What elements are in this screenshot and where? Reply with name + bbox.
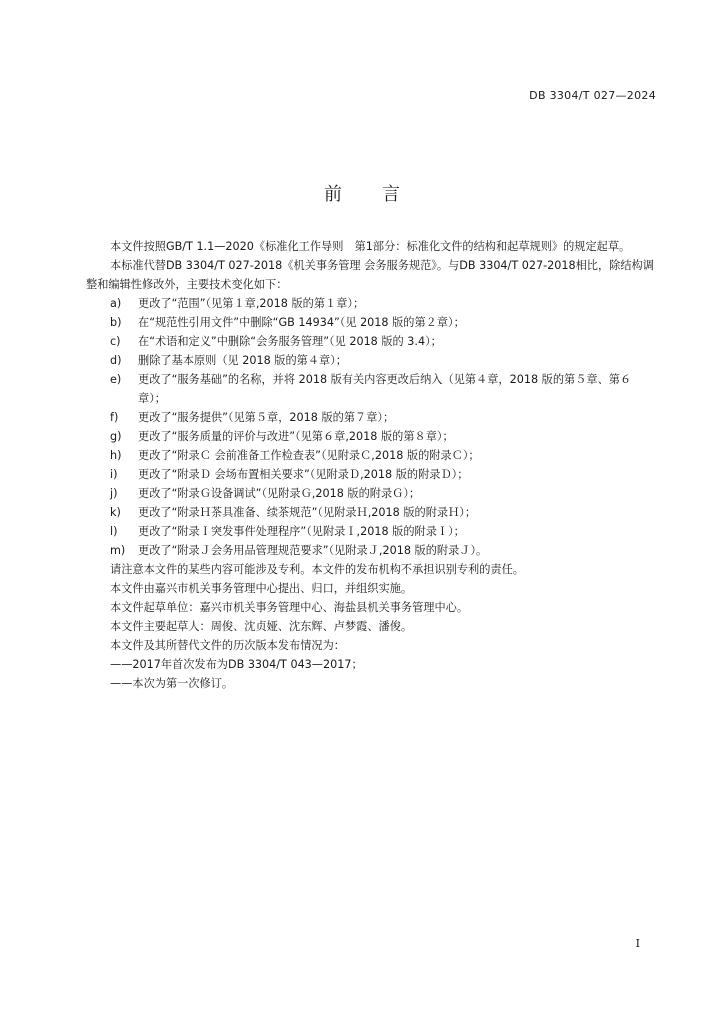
list-marker: j) [110, 487, 118, 500]
list-item [86, 332, 658, 351]
list-text: 更改了“附录Ｊ会务用品管理规范要求”（见附录Ｊ,2018 版的附录Ｊ）。 [138, 544, 488, 557]
paragraph-drafting-basis: 本文件按照GB/T 1.1—2020《标准化工作导则 第1部分：标准化文件的结构和起草规则》的规定起草。 [110, 240, 631, 253]
paragraph-replacement: 本标准代替DB 3304/T 027-2018《机关事务管理 会务服务规范》。与DB 3304/T 027-2018相比，除结构调整和编辑性修改外，主要技术变化如下： [86, 259, 654, 291]
list-text: 更改了“附录Ｄ 会场布置相关要求”（见附录Ｄ,2018 版的附录Ｄ）； [138, 468, 469, 481]
list-text: 更改了“附录Ｉ突发事件处理程序”（见附录Ｉ,2018 版的附录Ｉ）； [138, 525, 465, 538]
list-item [86, 313, 658, 332]
list-text: 在“规范性引用文件”中删除“GB 14934”（见 2018 版的第２章）； [138, 316, 465, 329]
list-item [86, 541, 658, 560]
paragraph-proposer: 本文件由嘉兴市机关事务管理中心提出、归口，并组织实施。 [110, 582, 413, 595]
list-item [86, 294, 658, 313]
list-text: 更改了“服务提供”（见第５章，2018 版的第７章）； [138, 411, 395, 424]
list-text: 更改了“范围”（见第１章,2018 版的第１章）； [138, 297, 365, 310]
paragraph-patent-notice: 请注意本文件的某些内容可能涉及专利。本文件的发布机构不承担识别专利的责任。 [110, 563, 524, 576]
list-marker: b) [110, 316, 122, 329]
document-body [86, 237, 658, 693]
list-item [86, 484, 658, 503]
list-text: 更改了“附录Ｈ茶具准备、续茶规范”（见附录Ｈ,2018 版的附录Ｈ）； [138, 506, 477, 519]
list-marker: e) [110, 373, 122, 386]
list-text: 更改了“附录Ｃ 会前准备工作检查表”（见附录Ｃ,2018 版的附录Ｃ）； [138, 449, 480, 462]
list-item [86, 408, 658, 427]
paragraph-history-second: ——本次为第一次修订。 [110, 677, 234, 690]
list-marker: a) [110, 297, 122, 310]
paragraph-drafting-units: 本文件起草单位：嘉兴市机关事务管理中心、海盐县机关事务管理中心。 [110, 601, 469, 614]
list-text: 在“术语和定义”中删除“会务服务管理”（见 2018 版的 3.4）； [138, 335, 442, 348]
list-text: 更改了“附录Ｇ设备调试”（见附录Ｇ,2018 版的附录Ｇ）； [138, 487, 421, 500]
list-item [86, 446, 658, 465]
list-marker: h) [110, 449, 122, 462]
list-item [86, 503, 658, 522]
list-marker: d) [110, 354, 122, 367]
list-marker: k) [110, 506, 121, 519]
list-item [86, 522, 658, 541]
paragraph-drafters: 本文件主要起草人：周俊、沈贞娅、沈东辉、卢梦霞、潘俊。 [110, 620, 413, 633]
list-marker: m) [110, 544, 126, 557]
list-item [86, 465, 658, 484]
list-text: 更改了“服务质量的评价与改进”（见第６章,2018 版的第８章）； [138, 430, 454, 443]
document-code: DB 3304/T 027—2024 [529, 89, 656, 102]
paragraph-history-intro: 本文件及其所替代文件的历次版本发布情况为： [110, 639, 345, 652]
list-marker: l) [110, 525, 118, 538]
page-number: I [635, 937, 640, 950]
list-item [86, 351, 658, 370]
list-marker: g) [110, 430, 122, 443]
list-marker: i) [110, 468, 118, 481]
page-title: 前言 [324, 184, 440, 205]
paragraph-history-first: ——2017年首次发布为DB 3304/T 043—2017； [110, 658, 363, 671]
list-text: 删除了基本原则（见 2018 版的第４章）； [138, 354, 347, 367]
list-item [86, 427, 658, 446]
list-marker: f) [110, 411, 119, 424]
list-marker: c) [110, 335, 121, 348]
list-item [86, 370, 658, 408]
list-text: 更改了“服务基础”的名称，并将 2018 版有关内容更改后纳入（见第４章，2018 版的第５章、第６章）； [138, 373, 632, 405]
